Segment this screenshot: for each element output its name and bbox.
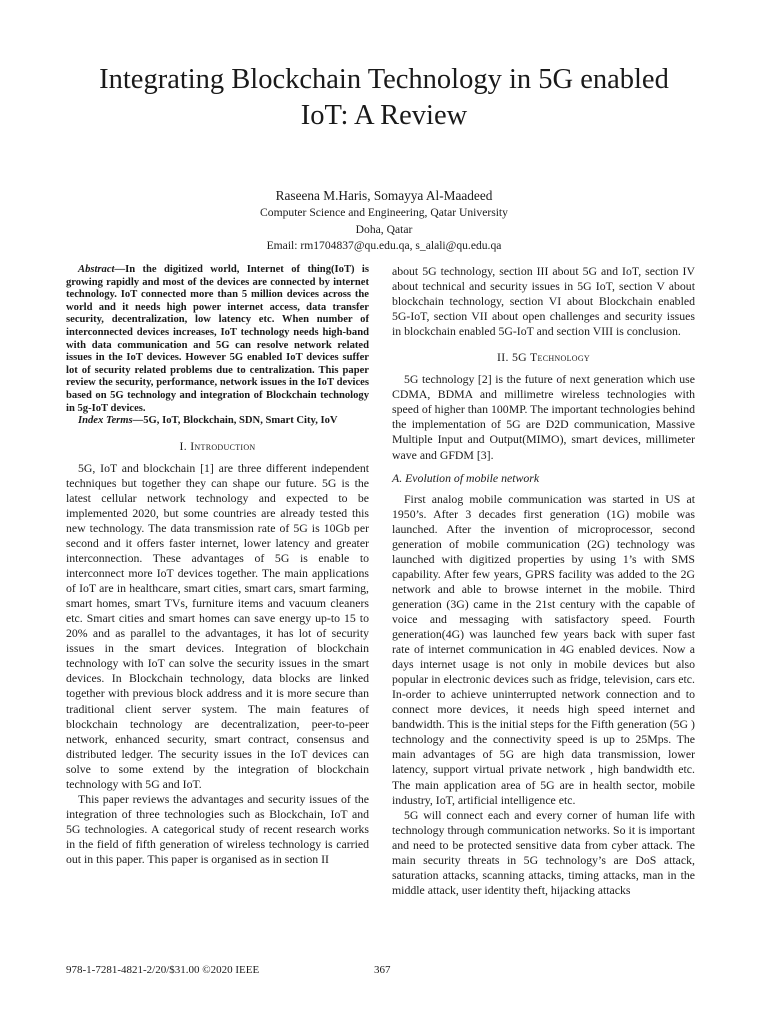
title-line-2: IoT: A Review	[300, 100, 468, 131]
title-line-1: Integrating Blockchain Technology in 5G enabled	[99, 64, 669, 95]
tech-paragraph-1: 5G technology [2] is the future of next generation which use CDMA, BDMA and millimetre wireless technologies with speed of higher than 100MP. The important technologies behind the implementation of 5G are D2D communication, Massive Multiple Input and Output(MIMO), smart devices, millimeter wave and GFDM [3].	[392, 372, 695, 462]
email-line: Email: rm1704837@qu.edu.qa, s_alali@qu.edu.qa	[266, 239, 502, 252]
section-title: Introduction	[190, 438, 256, 453]
intro-paragraph-2: This paper reviews the advantages and security issues of the integration of three technologies such as Blockchain, IoT and 5G technologies. A categorical study of recent research works in the field of fifth generation of wireless technology is carried out in this paper. This paper is organised as in section II	[66, 791, 369, 866]
abstract-label: Abstract	[78, 264, 115, 275]
author-affiliation	[60, 205, 708, 255]
page-number: 367	[374, 964, 391, 976]
index-terms-label: Index Terms	[78, 415, 133, 427]
footer-isbn: 978-1-7281-4821-2/20/$31.00 ©2020 IEEE	[66, 964, 260, 976]
location-line: Doha, Qatar	[355, 222, 413, 236]
section-heading-5g-technology	[392, 350, 695, 365]
section-heading-introduction	[66, 439, 369, 454]
evolution-paragraph-1: First analog mobile communication was started in US at 1950’s. After 3 decades first generation (1G) mobile was launched. After the invention of microprocessor, second generation of mobile communication (2G) technology was launched with digitized properties by using 1’s with SMS capability. After few years, GPRS facility was added to the 2G network and able to browse internet in the mobile. Third generation (3G) came in the 21st century with the capable of voice and messaging with satisfactory speed. Fourth generation(4G) was launched few years back with super fast rate of internet communication in 4G enabled devices. Now a days internet usage is not only in mobile devices but also popular in electronic devices such as fridge, television, cars etc. In-order to achieve uninterrupted network connection and to connect more devices, it needs high speed internet and bandwidth. This is the initial steps for the Fifth generation (5G ) technology and the connectivity speed is up to 25Mps. The main advantages of 5G are high data transmission, lower latency, support virtual private network , high bandwidth etc. The main application area of 5G are in health sector, mobile industry, IoT, artificial intelligence etc.	[392, 491, 695, 807]
index-terms	[66, 415, 369, 428]
left-column	[66, 264, 369, 867]
paper-title	[60, 62, 708, 134]
section-number: I.	[179, 438, 187, 453]
index-terms-text: —5G, IoT, Blockchain, SDN, Smart City, IoV	[132, 415, 338, 427]
right-column	[392, 264, 695, 898]
intro-paragraph-2-continued: about 5G technology, section III about 5G and IoT, section IV about technical and security issues in 5G IoT, section V about blockchain technology, section VI about Blockchain enabled 5G-IoT, section VII about open challenges and security issues in blockchain enabled 5G-IoT and section VIII is conclusion.	[392, 264, 695, 339]
abstract-text: —In the digitized world, Internet of thing(IoT) is growing rapidly and most of the devices are connected by internet technology. IoT connected more than 5 million devices across the world and it needs high power internet access, data transfer security, decentralization, low latency etc. When number of interconnected devices increases, IoT technology needs high-band with data communication and 5G can resolve network related issues in the IoT devices. However 5G enabled IoT devices suffer lot of security related problems due to centralization. This paper review the security, performance, network issues in the IoT devices based on 5G technology and integration of Blockchain technology in 5g-IoT devices.	[66, 264, 369, 414]
section-number: II.	[496, 350, 509, 365]
intro-paragraph-1: 5G, IoT and blockchain [1] are three different independent techniques but together they can shape our future. 5G is the latest cellular network technology and expected to be implemented 2020, but some countries are already tested this new technology. The data transmission rate of 5G is 10Gb per second and it offers faster internet, lower latency and greater interconnection. These advantages of 5G is enable to interconnect more IoT devices together. The main applications of IoT are in healthcare, smart cities, smart cars, smart farming, smart homes, smart TVs, furniture items and vacuum cleaners etc. Smart cities and smart homes can save energy up-to 15 to 20% and as parallel to the advantages, it has lot of security issues in the smart devices. Integration of blockchain technology with IoT can solve the security issues in the smart devices. In Blockchain technology, data blocks are linked together with previous block address and it is more secure than traditional client server system. The main features of blockchain technology are decentralization, peer-to-peer network, enhanced security, smart contract, consensus and distributed ledger. The security issues in the IoT devices can solve to some extend by the integration of blockchain technology with 5G and IoT.	[66, 460, 369, 791]
evolution-paragraph-2: 5G will connect each and every corner of human life with technology through communication networks. So it is important and need to be protected sensitive data from cyber attack. The main security threats in 5G technology’s are DoS attack, saturation attacks, scanning attacks, timing attacks, man in the middle attack, user identity theft, hijacking attacks	[392, 807, 695, 897]
affiliation-line: Computer Science and Engineering, Qatar University	[260, 206, 508, 219]
abstract	[66, 264, 369, 428]
subsection-heading-evolution: A. Evolution of mobile network	[392, 470, 540, 485]
author-names: Raseena M.Haris, Somayya Al-Maadeed	[275, 188, 493, 203]
abstract-paragraph	[66, 264, 369, 415]
section-title: 5G Technology	[511, 350, 590, 365]
